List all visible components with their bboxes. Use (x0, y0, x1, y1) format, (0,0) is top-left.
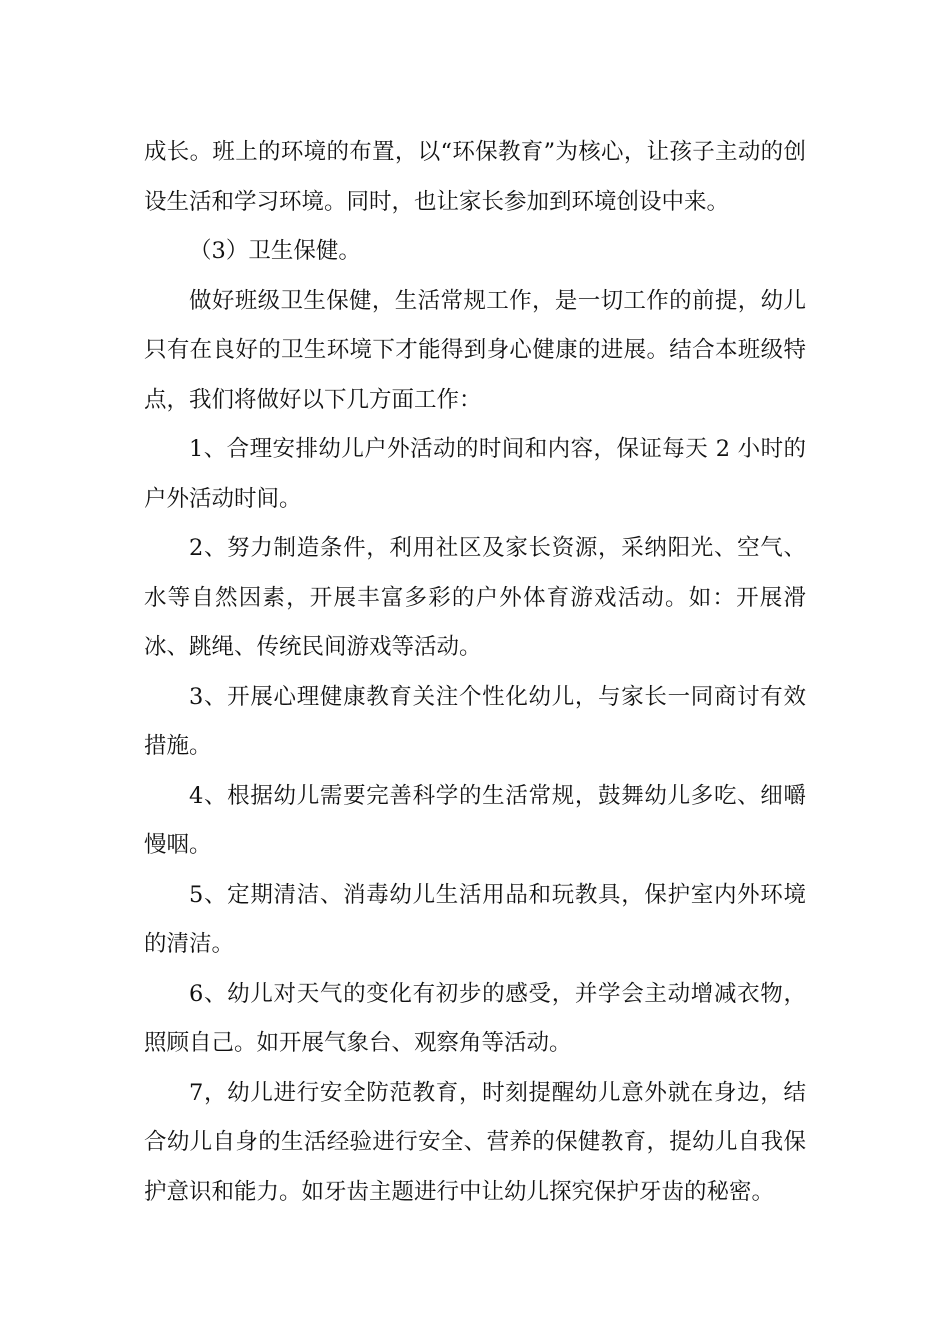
list-item-5: 5、定期清洁、消毒幼儿生活用品和玩教具，保护室内外环境的清洁。 (144, 881, 806, 957)
paragraph-hygiene-intro: 做好班级卫生保健，生活常规工作，是一切工作的前提，幼儿只有在良好的卫生环境下才能得到身心健康的进展。结合本班级特点，我们将做好以下几方面工作： (144, 287, 806, 413)
list-item-1: 1、合理安排幼儿户外活动的时间和内容，保证每天 2 小时的户外活动时间。 (144, 436, 806, 512)
list-item-3: 3、开展心理健康教育关注个性化幼儿，与家长一同商讨有效措施。 (144, 683, 806, 759)
paragraph-environment: 成长。班上的环境的布置，以“环保教育”为核心，让孩子主动的创设生活和学习环境。同时，也让家长参加到环境创设中来。 (144, 139, 806, 215)
section-heading-hygiene: （3）卫生保健。 (189, 238, 361, 264)
list-item-6: 6、幼儿对天气的变化有初步的感受，并学会主动增减衣物，照顾自己。如开展气象台、观察角等活动。 (144, 980, 806, 1056)
list-item-2: 2、努力制造条件，利用社区及家长资源，采纳阳光、空气、水等自然因素，开展丰富多彩的户外体育游戏活动。如：开展滑冰、跳绳、传统民间游戏等活动。 (144, 535, 806, 660)
list-item-4: 4、根据幼儿需要完善科学的生活常规，鼓舞幼儿多吃、细嚼慢咽。 (144, 782, 806, 858)
document-body (144, 128, 806, 1217)
list-item-7: 7，幼儿进行安全防范教育，时刻提醒幼儿意外就在身边，结合幼儿自身的生活经验进行安全、营养的保健教育，提幼儿自我保护意识和能力。如牙齿主题进行中让幼儿探究保护牙齿的秘密。 (144, 1079, 806, 1205)
